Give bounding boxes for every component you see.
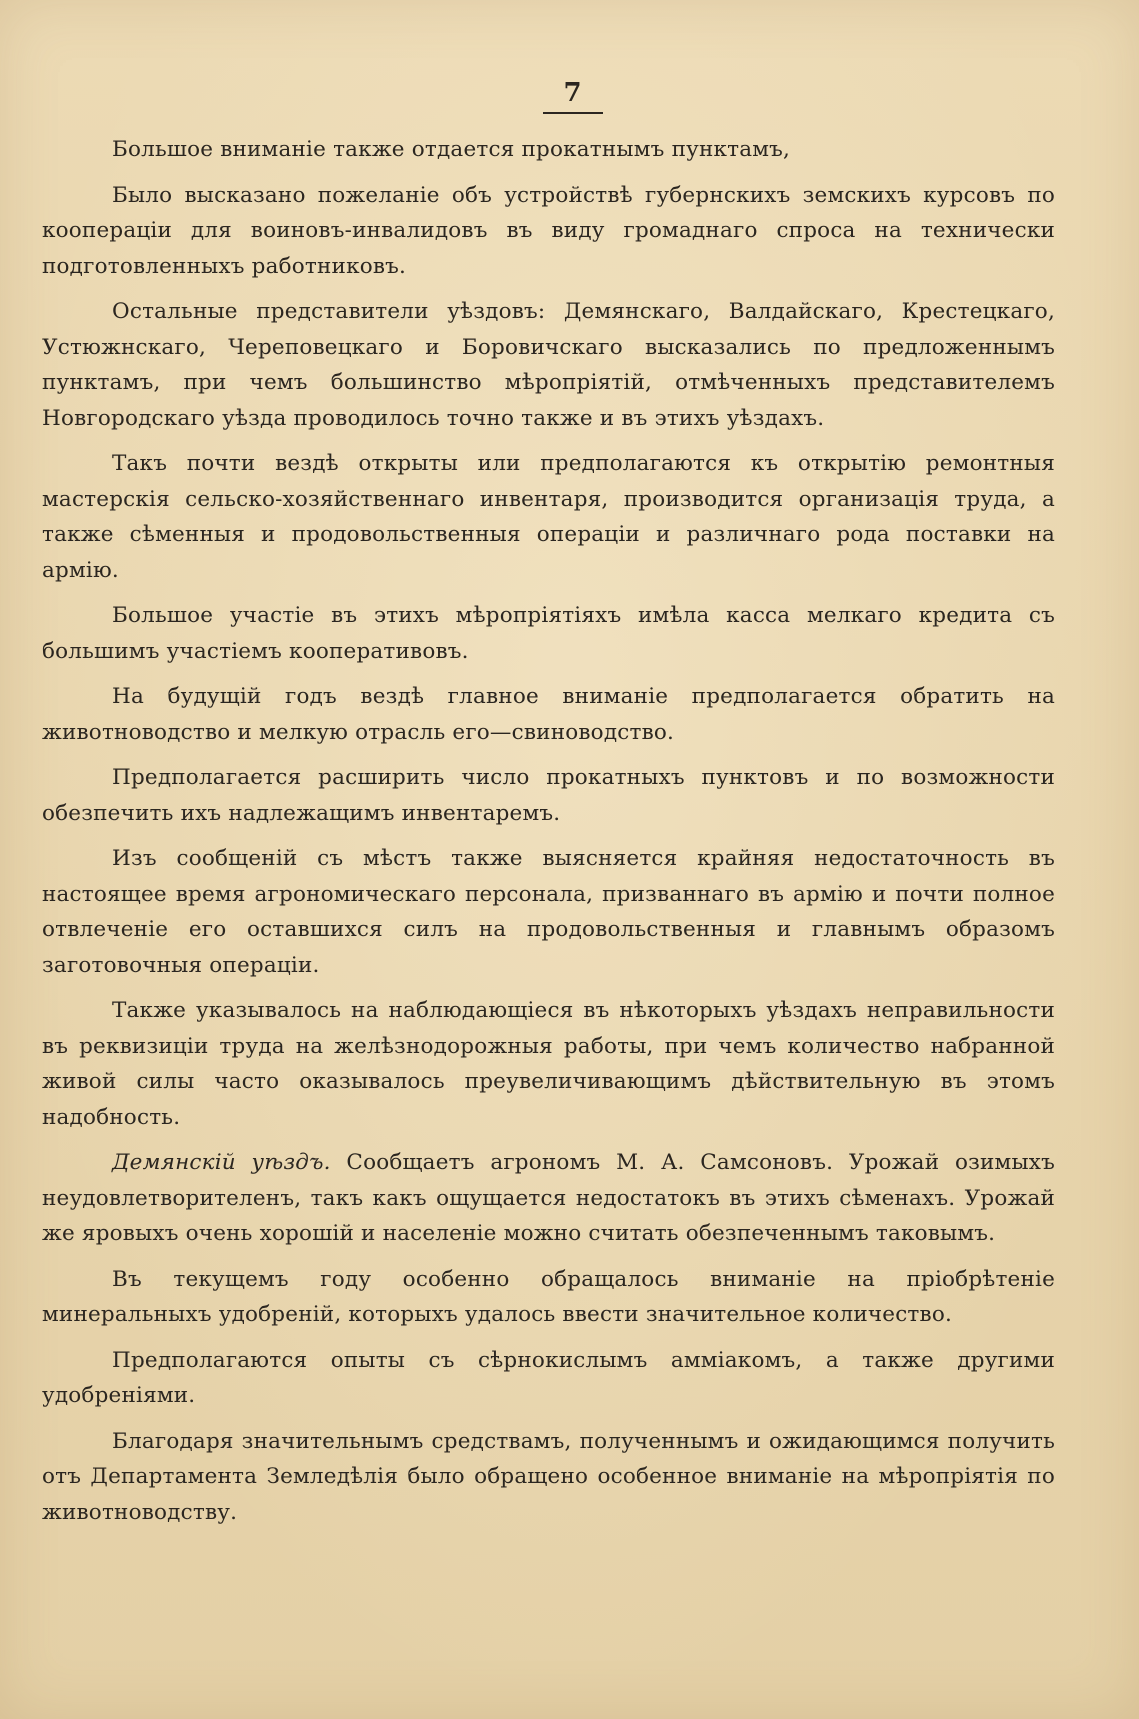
paragraph-5: Большое участіе въ этихъ мѣропріятіяхъ имѣла касса мелкаго кредита съ большимъ участіемъ кооперативовъ.: [42, 603, 1055, 664]
paragraph-9: Также указывалось на наблюдающіеся въ нѣкоторыхъ уѣздахъ неправильности въ реквизиціи труда на желѣзнодорожныя работы, при чемъ количество набранной живой силы часто оказывалось преувеличивающимъ дѣйствительную въ этомъ надобность.: [42, 998, 1055, 1130]
paragraph-12: Предполагаются опыты съ сѣрнокислымъ аммiакомъ, а также другими удобреніями.: [42, 1347, 1055, 1408]
paragraph-8: Изъ сообщеній съ мѣстъ также выясняется крайняя недостаточность въ настоящее время агрономическаго персонала, призваннаго въ армію и почти полное отвлеченіе его оставшихся силъ на продовольственныя и главнымъ образомъ заготовочныя операціи.: [42, 846, 1055, 978]
page-number: 7: [543, 78, 603, 114]
paragraph-2: Было высказано пожеланіе объ устройствѣ губернскихъ земскихъ курсовъ по коопераціи для воиновъ-инвалидовъ въ виду громаднаго спроса на технически подготовленныхъ работниковъ.: [42, 182, 1055, 279]
paragraph-13: Благодаря значительнымъ средствамъ, полученнымъ и ожидающимся получить отъ Департамента Земледѣлія было обращено особенное вниманіе на мѣропріятія по животноводству.: [42, 1428, 1055, 1525]
district-heading: Демянскій уѣздъ.: [112, 1150, 331, 1175]
paragraph-demyansk: [42, 1145, 1055, 1252]
paragraph-11: Въ текущемъ году особенно обращалось вниманіе на пріобрѣтеніе минеральныхъ удобреній, которыхъ удалось ввести значительное количество.: [42, 1266, 1055, 1327]
paragraph-4: Такъ почти вездѣ открыты или предполагаются къ открытію ремонтныя мастерскія сельско-хозяйственнаго инвентаря, производится организація труда, а также сѣменныя и продовольственныя операціи и различнаго рода поставки на армію.: [42, 451, 1055, 583]
district-report-text: Сообщаетъ агрономъ М. А. Самсоновъ. Урожай озимыхъ неудовлетворителенъ, такъ какъ ощущается недостатокъ въ этихъ сѣменахъ. Урожай же яровыхъ очень хорошій и населеніе можно считать обезпеченнымъ таковымъ.: [42, 1150, 1055, 1246]
paragraph-3: Остальные представители уѣздовъ: Демянскаго, Валдайскаго, Крестецкаго, Устюжнскаго, Череповецкаго и Боровичскаго высказались по предложеннымъ пунктамъ, при чемъ большинство мѣропріятій, отмѣченныхъ представителемъ Новгородскаго уѣзда проводилось точно также и въ этихъ уѣздахъ.: [42, 299, 1055, 431]
paragraph-6: На будущій годъ вездѣ главное вниманіе предполагается обратить на животноводство и мелкую отрасль его—свиноводство.: [42, 684, 1055, 745]
paragraph-1: Большое вниманіе также отдается прокатнымъ пунктамъ,: [112, 137, 791, 162]
paragraph-7: Предполагается расширить число прокатныхъ пунктовъ и по возможности обезпечить ихъ надлежащимъ инвентаремъ.: [42, 765, 1055, 826]
